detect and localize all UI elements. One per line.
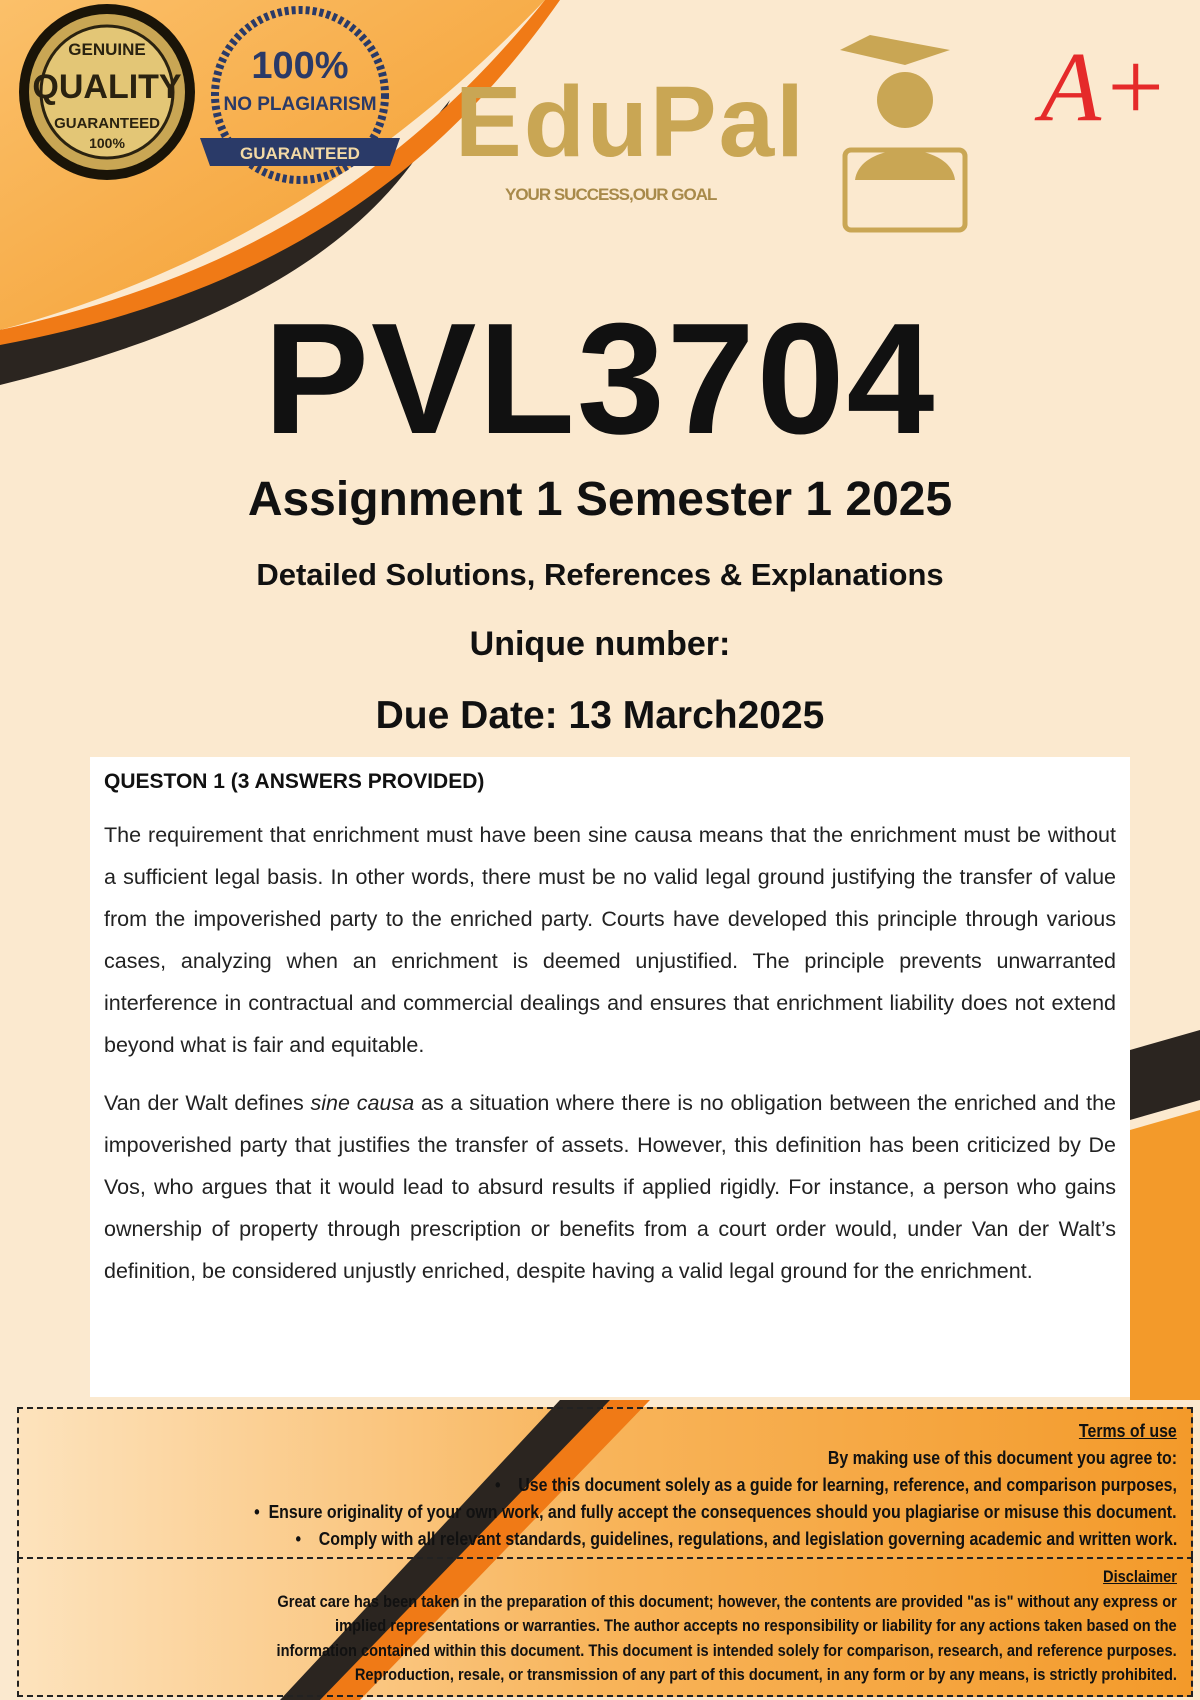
disclaimer-line: Great care has been taken in the preparation of this document; however, the contents are provided "as is" without any express or <box>277 1591 1177 1611</box>
terms-item-text: Comply with all relevant standards, guidelines, regulations, and legislation governing academic and written work. <box>318 1528 1177 1549</box>
text: Van der Walt defines <box>104 1091 311 1116</box>
terms-intro-row <box>33 1444 1177 1471</box>
disclaimer-line: Reproduction, resale, or transmission of any part of this document, in any form or by any means, is strictly prohibited. <box>354 1665 1177 1684</box>
logo-tagline: YOUR SUCCESS,OUR GOAL <box>505 185 717 204</box>
question-heading: QUESTON 1 (3 ANSWERS PROVIDED) <box>104 770 485 793</box>
course-code: PVL3704 <box>263 291 937 467</box>
unique-number: Unique number: <box>469 625 731 663</box>
svg-text:GENUINE: GENUINE <box>68 40 146 59</box>
answer-card <box>90 757 1130 1397</box>
svg-text:NO PLAGIARISM: NO PLAGIARISM <box>223 94 377 115</box>
disclaimer-heading: Disclaimer <box>1103 1567 1177 1586</box>
paragraph-2 <box>104 1082 1116 1292</box>
quality-badge <box>19 4 195 180</box>
edupal-logo: EduPal <box>455 66 806 178</box>
paragraph-1: The requirement that enrichment must have been sine causa means that the enrichment must be without a sufficient legal basis. In other words, there must be no valid legal ground justifying the transfer of value from the impoverished party to the enriched party. Courts have developed this principle through various cases, analyzing when an enrichment is deemed unjustified. The principle prevents unwarranted interference in contractual and commercial dealings and ensures that enrichment liability does not extend beyond what is fair and equitable. <box>104 823 1116 1058</box>
disclaimer-heading-row <box>33 1565 1177 1590</box>
terms-item <box>33 1525 1177 1552</box>
svg-text:QUALITY: QUALITY <box>32 68 182 106</box>
subtitle: Detailed Solutions, References & Explanations <box>256 557 944 592</box>
disclaimer-row <box>33 1590 1177 1615</box>
terms-heading: Terms of use <box>1079 1420 1177 1441</box>
text: as a situation where there is no obligation between the enriched and the impoverished party that justifies the transfer of assets. However, this definition has been criticized by De Vos, who argues that it would lead to absurd results if applied rigidly. For instance, a person who gains ownership of property through prescription or benefits from a court order would, under Van der Walt’s definition, be considered unjustly enriched, despite having a valid legal ground for the enrichment. <box>104 1091 1116 1284</box>
italic-term: sine causa <box>310 1091 415 1116</box>
terms-item-wrap: • Ensure originality of your own work, and fully accept the consequences should you plagiarise or misuse this document. <box>254 1501 1177 1522</box>
terms-intro: By making use of this document you agree to: <box>827 1447 1177 1468</box>
disclaimer-row <box>33 1663 1177 1688</box>
graduate-laptop-icon <box>840 35 965 230</box>
svg-text:100%: 100% <box>251 45 349 87</box>
due-date: Due Date: 13 March2025 <box>375 694 825 737</box>
terms-item-text: Ensure originality of your own work, and fully accept the consequences should you plagiarise or misuse this document. <box>269 1501 1177 1522</box>
terms-heading-row <box>33 1417 1177 1444</box>
disclaimer-line: implied representations or warranties. The author accepts no responsibility or liability for any actions taken based on the <box>335 1616 1177 1635</box>
terms-item-wrap: • Comply with all relevant standards, guidelines, regulations, and legislation governing academic and written work. <box>295 1528 1177 1549</box>
a-plus-mark: A+ <box>1040 31 1169 142</box>
terms-item-wrap: • Use this document solely as a guide for learning, reference, and comparison purposes, <box>495 1474 1177 1495</box>
terms-of-use <box>17 1407 1193 1557</box>
svg-text:100%: 100% <box>89 135 125 151</box>
terms-item <box>33 1471 1177 1498</box>
terms-item <box>33 1498 1177 1525</box>
disclaimer <box>17 1557 1193 1697</box>
disclaimer-line: information contained within this document. This document is intended solely for comparison, research, and reference purposes. <box>276 1640 1177 1660</box>
svg-text:GUARANTEED: GUARANTEED <box>54 115 160 132</box>
svg-text:GUARANTEED: GUARANTEED <box>240 144 360 163</box>
disclaimer-row <box>33 1614 1177 1639</box>
assignment-title: Assignment 1 Semester 1 2025 <box>247 473 953 526</box>
terms-item-text: Use this document solely as a guide for learning, reference, and comparison purposes, <box>518 1474 1177 1495</box>
disclaimer-row <box>33 1639 1177 1664</box>
